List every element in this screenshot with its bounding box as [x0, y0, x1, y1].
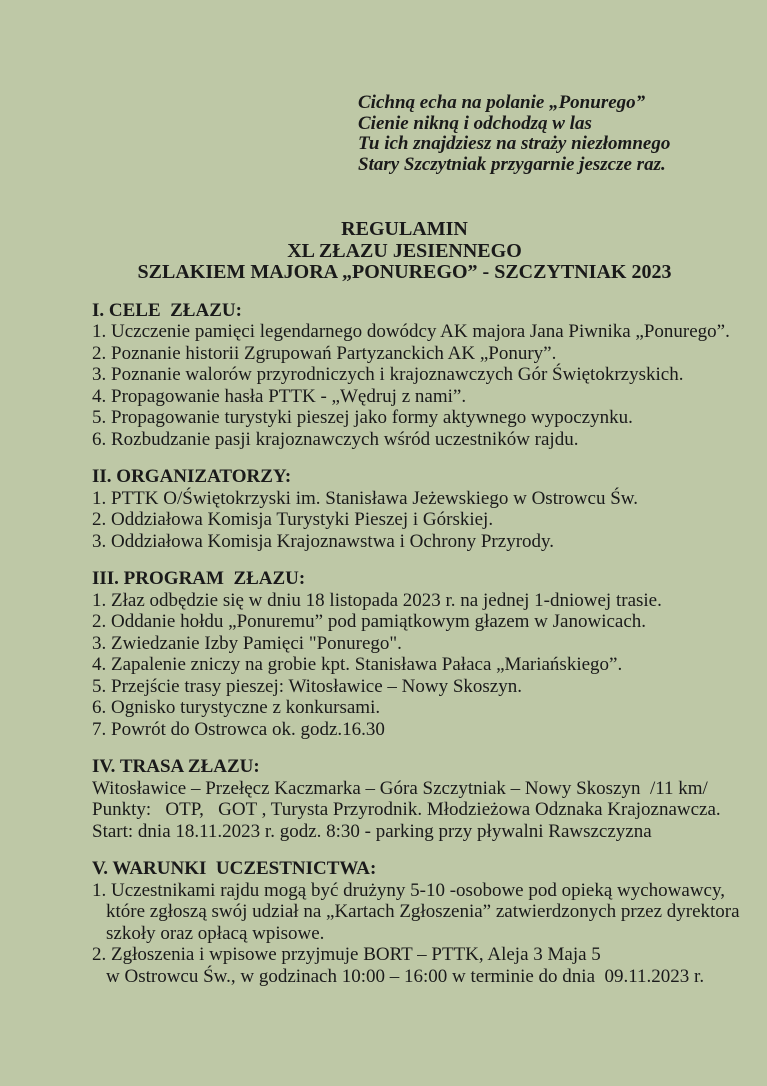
section-program-zlazu: [92, 568, 717, 740]
text-line: Start: dnia 18.11.2023 r. godz. 8:30 - parking przy pływalni Rawszczyzna: [92, 820, 652, 842]
text-line: szkoły oraz opłacą wpisowe.: [106, 922, 325, 944]
text-line: które zgłoszą swój udział na „Kartach Zgłoszenia” zatwierdzonych przez dyrektora: [106, 901, 740, 922]
text-line: 3. Oddziałowa Komisja Krajoznawstwa i Ochrony Przyrody.: [92, 530, 555, 552]
text-line: 1. Uczestnikami rajdu mogą być drużyny 5-10 -osobowe pod opieką wychowawcy,: [92, 879, 725, 901]
text-line: Cienie nikną i odchodzą w las: [358, 112, 592, 134]
section-body: [92, 590, 717, 741]
text-line: 2. Oddanie hołdu „Ponuremu” pod pamiątkowym głazem w Janowicach.: [92, 611, 647, 632]
section-heading: I. CELE ZŁAZU:: [92, 299, 242, 321]
text-line: 5. Propagowanie turystyki pieszej jako formy aktywnego wypoczynku.: [92, 407, 633, 428]
text-line: SZLAKIEM MAJORA „PONUREGO” - SZCZYTNIAK 2023: [137, 261, 672, 283]
section-body: [92, 321, 730, 450]
text-line: 4. Propagowanie hasła PTTK - „Wędruj z nami”.: [92, 385, 467, 407]
section-body: [92, 879, 740, 988]
text-line: Cichną echa na polanie „Ponurego”: [358, 92, 646, 113]
text-line: 2. Poznanie historii Zgrupowań Partyzanckich AK „Ponury”.: [92, 342, 557, 364]
section-organizatorzy: [92, 466, 717, 552]
section-body: [92, 777, 721, 843]
text-line: Punkty: OTP, GOT , Turysta Przyrodnik. Młodzieżowa Odznaka Krajoznawcza.: [92, 799, 721, 820]
poem-motto: [358, 93, 717, 175]
text-line: 2. Zgłoszenia i wpisowe przyjmuje BORT – PTTK, Aleja 3 Maja 5: [92, 944, 601, 965]
text-line: 1. Uczczenie pamięci legendarnego dowódcy AK majora Jana Piwnika „Ponurego”.: [92, 321, 730, 342]
text-line: 1. PTTK O/Świętokrzyski im. Stanisława Jeżewskiego w Ostrowcu Św.: [92, 487, 639, 509]
section-heading: IV. TRASA ZŁAZU:: [92, 756, 260, 777]
text-line: REGULAMIN: [341, 218, 468, 240]
text-line: 1. Złaz odbędzie się w dniu 18 listopada 2023 r. na jednej 1-dniowej trasie.: [92, 589, 662, 611]
section-body: [92, 488, 717, 553]
text-line: 7. Powrót do Ostrowca ok. godz.16.30: [92, 718, 385, 740]
text-line: Stary Szczytniak przygarnie jeszcze raz.: [358, 153, 666, 175]
text-line: 3. Zwiedzanie Izby Pamięci "Ponurego".: [92, 632, 402, 654]
section-cele-zlazu: [92, 299, 730, 451]
text-line: Witosławice – Przełęcz Kaczmarka – Góra Szczytniak – Nowy Skoszyn /11 km/: [92, 777, 708, 799]
section-trasa-zlazu: [92, 756, 721, 842]
text-line: 6. Ognisko turystyczne z konkursami.: [92, 697, 381, 718]
text-line: 6. Rozbudzanie pasji krajoznawczych wśród uczestników rajdu.: [92, 428, 579, 450]
document-title: [92, 219, 717, 284]
section-heading: III. PROGRAM ZŁAZU:: [92, 568, 306, 589]
text-line: 4. Zapalenie zniczy na grobie kpt. Stanisława Pałaca „Mariańskiego”.: [92, 654, 623, 675]
text-line: 3. Poznanie walorów przyrodniczych i krajoznawczych Gór Świętokrzyskich.: [92, 364, 684, 385]
section-heading: V. WARUNKI UCZESTNICTWA:: [92, 858, 377, 879]
text-line: 5. Przejście trasy pieszej: Witosławice – Nowy Skoszyn.: [92, 675, 522, 697]
text-line: w Ostrowcu Św., w godzinach 10:00 – 16:00 w terminie do dnia 09.11.2023 r.: [106, 965, 705, 987]
text-line: Tu ich znajdziesz na straży niezłomnego: [358, 133, 671, 154]
section-heading: II. ORGANIZATORZY:: [92, 466, 292, 487]
text-line: 2. Oddziałowa Komisja Turystyki Pieszej i Górskiej.: [92, 509, 494, 530]
text-line: XL ZŁAZU JESIENNEGO: [287, 239, 522, 262]
section-warunki-uczestnictwa: [92, 858, 740, 987]
